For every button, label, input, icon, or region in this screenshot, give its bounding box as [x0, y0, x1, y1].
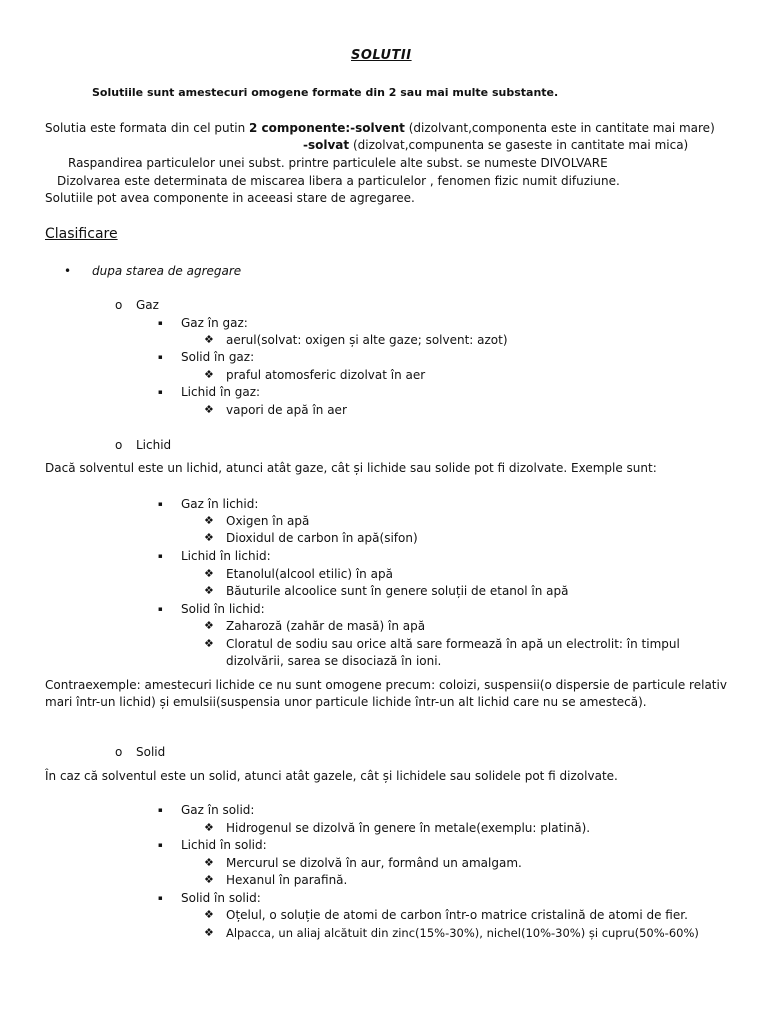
def-solvat-desc: (dizolvat,compunenta se gaseste in cantitate mai mica) — [349, 138, 689, 152]
solid-item-2: Lichid în solid: — [181, 838, 267, 852]
solid-item-3: Solid în solid: — [181, 891, 261, 905]
diamond-bullet-icon: ❖ — [204, 333, 214, 346]
square-bullet-icon: ▪ — [158, 605, 163, 613]
diamond-bullet-icon: ❖ — [204, 821, 214, 834]
section-heading: Clasificare — [45, 226, 118, 242]
square-bullet-icon: ▪ — [158, 319, 163, 327]
lichid-item-3: Solid în lichid: — [181, 602, 265, 616]
lichid-item-2: Lichid în lichid: — [181, 549, 271, 563]
page-title: SOLUTII — [351, 48, 412, 63]
section-lichid: Lichid — [136, 438, 172, 452]
diamond-bullet-icon: ❖ — [204, 856, 214, 869]
square-bullet-icon: ▪ — [158, 841, 163, 849]
solid-item-2a: Mercurul se dizolvă în aur, formând un amalgam. — [226, 856, 522, 870]
solid-item-2b: Hexanul în parafină. — [226, 873, 348, 887]
def-solvent-desc: (dizolvant,componenta este in cantitate mai mare) — [404, 121, 715, 135]
diamond-bullet-icon: ❖ — [204, 637, 214, 650]
section-gaz: Gaz — [136, 298, 159, 312]
lichid-item-1: Gaz în lichid: — [181, 497, 259, 511]
diamond-bullet-icon: ❖ — [204, 584, 214, 597]
diamond-bullet-icon: ❖ — [204, 514, 214, 527]
def-solvat: -solvat — [303, 138, 350, 152]
diamond-bullet-icon: ❖ — [204, 908, 214, 921]
diamond-bullet-icon: ❖ — [204, 926, 214, 939]
intro-text: Solutiile sunt amestecuri omogene formate din 2 sau mai multe substante. — [92, 86, 559, 99]
solid-item-3b: Alpacca, un aliaj alcătuit din zinc(15%-30%), nichel(10%-30%) și cupru(50%-60%) — [226, 926, 699, 940]
square-bullet-icon: ▪ — [158, 500, 163, 508]
paragraph-difuziune: Dizolvarea este determinata de miscarea libera a particulelor , fenomen fizic numit difuziune. — [57, 174, 620, 188]
gaz-item-1-example: aerul(solvat: oxigen și alte gaze; solvent: azot) — [226, 333, 508, 347]
definition-line-1 — [45, 120, 715, 136]
gaz-item-1: Gaz în gaz: — [181, 316, 248, 330]
contraexemple-line-1: Contraexemple: amestecuri lichide ce nu sunt omogene precum: coloizi, suspensii(o dispersie de particule relativ — [45, 678, 727, 692]
diamond-bullet-icon: ❖ — [204, 873, 214, 886]
lichid-item-2b: Băuturile alcoolice sunt în genere soluții de etanol în apă — [226, 584, 569, 598]
gaz-item-3: Lichid în gaz: — [181, 385, 261, 399]
gaz-item-2: Solid în gaz: — [181, 350, 255, 364]
diamond-bullet-icon: ❖ — [204, 567, 214, 580]
contraexemple-line-2: mari într-un lichid) și emulsii(suspensia unor particule lichide într-un alt lichid care nu se amestecă). — [45, 695, 647, 709]
bullet-agregare: dupa starea de agregare — [92, 264, 242, 278]
bullet-disc-icon: • — [64, 264, 72, 278]
solid-intro: În caz că solventul este un solid, atunci atât gazele, cât și lichidele sau solidele pot fi dizolvate. — [45, 769, 618, 783]
square-bullet-icon: ▪ — [158, 388, 163, 396]
paragraph-dizolvare: Raspandirea particulelor unei subst. printre particulele alte subst. se numeste DIVOLVARE — [68, 156, 608, 170]
diamond-bullet-icon: ❖ — [204, 531, 214, 544]
def-lead: Solutia este formata din cel putin — [45, 121, 250, 135]
square-bullet-icon: ▪ — [158, 806, 163, 814]
solid-item-1: Gaz în solid: — [181, 803, 255, 817]
lichid-item-3a: Zaharoză (zahăr de masă) în apă — [226, 619, 426, 633]
lichid-intro: Dacă solventul este un lichid, atunci atât gaze, cât și lichide sau solide pot fi dizolvate. Exemple sunt: — [45, 461, 657, 475]
square-bullet-icon: ▪ — [158, 552, 163, 560]
definition-line-2 — [303, 137, 688, 153]
circle-marker-icon: o — [115, 298, 123, 312]
solid-item-1a: Hidrogenul se dizolvă în genere în metale(exemplu: platină). — [226, 821, 591, 835]
circle-marker-icon: o — [115, 745, 123, 759]
square-bullet-icon: ▪ — [158, 894, 163, 902]
paragraph-agregare: Solutiile pot avea componente in aceeasi stare de agregaree. — [45, 191, 415, 205]
gaz-item-3-example: vapori de apă în aer — [226, 403, 347, 417]
diamond-bullet-icon: ❖ — [204, 368, 214, 381]
lichid-item-3b-line1: Cloratul de sodiu sau orice altă sare formează în apă un electrolit: în timpul — [226, 637, 680, 651]
lichid-item-3b-line2: dizolvării, sarea se disociază în ioni. — [226, 654, 442, 668]
diamond-bullet-icon: ❖ — [204, 403, 214, 416]
square-bullet-icon: ▪ — [158, 353, 163, 361]
lichid-item-2a: Etanolul(alcool etilic) în apă — [226, 567, 393, 581]
gaz-item-2-example: praful atomosferic dizolvat în aer — [226, 368, 426, 382]
def-solvent: 2 componente:-solvent — [249, 121, 405, 135]
circle-marker-icon: o — [115, 438, 123, 452]
diamond-bullet-icon: ❖ — [204, 619, 214, 632]
solid-item-3a: Oțelul, o soluție de atomi de carbon într-o matrice cristalină de atomi de fier. — [226, 908, 688, 922]
section-solid: Solid — [136, 745, 166, 759]
lichid-item-1b: Dioxidul de carbon în apă(sifon) — [226, 531, 418, 545]
lichid-item-1a: Oxigen în apă — [226, 514, 310, 528]
